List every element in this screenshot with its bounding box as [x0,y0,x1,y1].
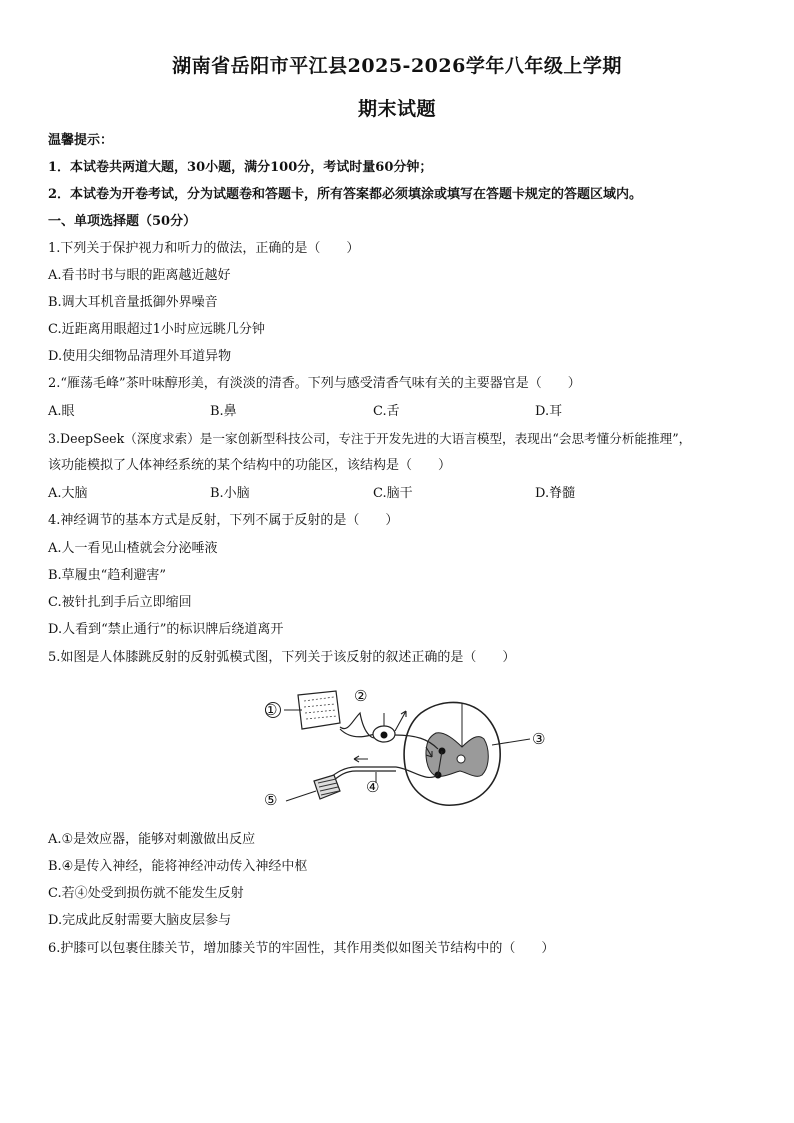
figure-label-4: ④ [366,778,380,796]
question-1-option-a: A.看书时书与眼的距离越近越好 [48,268,231,283]
receptor-skin [284,691,340,729]
question-4-option-d: D.人看到“禁止通行”的标识牌后绕道离开 [48,622,284,637]
figure-label-3: ③ [532,730,546,748]
question-3-option-c: C.脑干 [373,486,413,501]
question-1-option-d: D.使用尖细物品清理外耳道异物 [48,349,232,364]
reflex-arc-diagram [256,683,556,813]
question-3-option-a: A.大脑 [48,486,88,501]
question-2-option-d: D.耳 [535,404,563,419]
notice-item-1: 1．本试卷共两道大题，30小题，满分100分，考试时量60分钟； [48,160,433,175]
question-4-stem: 4.神经调节的基本方式是反射，下列不属于反射的是（ ） [48,513,399,528]
question-3-stem-line2: 该功能模拟了人体神经系统的某个结构中的功能区，该结构是（ ） [48,458,452,473]
question-1-option-b: B.调大耳机音量抵御外界噪音 [48,295,218,310]
question-5-option-b: B.④是传入神经，能将神经冲动传入神经中枢 [48,859,308,874]
question-4-option-a: A.人一看见山楂就会分泌唾液 [48,541,218,556]
question-2-option-a: A.眼 [48,404,75,419]
question-5-option-a: A.①是效应器，能够对刺激做出反应 [48,832,256,847]
question-4-option-c: C.被针扎到手后立即缩回 [48,595,192,610]
question-3-option-b: B.小脑 [210,486,250,501]
exam-title: 湖南省岳阳市平江县2025-2026学年八年级上学期 [172,55,622,77]
exam-subtitle: 期末试题 [357,98,436,120]
question-5-option-c: C.若④处受到损伤就不能发生反射 [48,886,244,901]
question-2-option-b: B.鼻 [210,404,237,419]
question-6-stem: 6.护膝可以包裹住膝关节，增加膝关节的牢固性，其作用类似如图关节结构中的（ ） [48,941,555,956]
question-5-stem: 5.如图是人体膝跳反射的反射弧模式图，下列关于该反射的叙述正确的是（ ） [48,650,516,665]
question-1-option-c: C.近距离用眼超过1小时应远眺几分钟 [48,322,265,337]
spinal-cord [404,702,500,805]
question-1-stem: 1.下列关于保护视力和听力的做法，正确的是（ ） [48,241,360,256]
notice-heading: 温馨提示： [48,133,114,148]
effector-muscle [286,775,340,801]
figure-label-1: ① [264,701,278,719]
question-2-option-c: C.舌 [373,404,400,419]
question-3-option-d: D.脊髓 [535,486,576,501]
question-5-option-d: D.完成此反射需要大脑皮层参与 [48,913,232,928]
question-2-stem: 2.“雁荡毛峰”茶叶味醇形美，有淡淡的清香。下列与感受清香气味有关的主要器官是（ ） [48,376,581,391]
notice-item-2: 2．本试卷为开卷考试，分为试题卷和答题卡，所有答案都必须填涂或填写在答题卡规定的答题区域内。 [48,187,643,202]
question-4-option-b: B.草履虫“趋利避害” [48,568,166,583]
figure-label-5: ⑤ [264,791,278,809]
figure-label-2: ② [354,687,368,705]
section-heading: 一、单项选择题（50分） [48,214,197,229]
question-3-stem-line1: 3.DeepSeek（深度求索）是一家创新型科技公司，专注于开发先进的大语言模型，表现出“会思考懂分析能推理”， [48,431,692,446]
